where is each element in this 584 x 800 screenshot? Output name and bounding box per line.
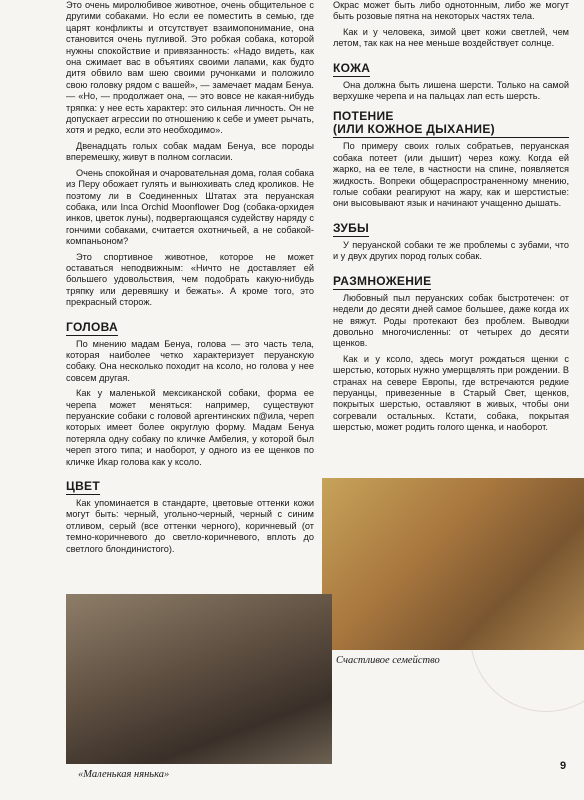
right-column [333,0,569,438]
intro-paragraph-2: Двенадцать голых собак мадам Бенуа, все породы вперемешку, живут в полном согласии. [66,140,314,163]
sweat-paragraph-1: По примеру своих голых собратьев, перуанская собака потеет (или дышит) через кожу. Когда ей жарко, на ее теле, в частности на спине, появляется жидкость. Вопреки общераспространенному мнению, голые собаки реагируют на жару, как и шерстистые: они высовывают язык и начинают учащенно дышать. [333,141,569,209]
section-heading-sweat [333,110,569,138]
head-paragraph-1: По мнению мадам Бенуа, голова — это часть тела, которая наиболее четко характеризует перуанскую собаку. Она несколько походит на ксоло, но голова у нее совсем другая. [66,338,314,383]
skin-paragraph-1: Она должна быть лишена шерсти. Только на самой верхушке черепа и на пальцах лап есть шерсть. [333,79,569,102]
section-heading-teeth: ЗУБЫ [333,220,370,235]
photo-little-nanny [66,594,332,764]
intro-paragraph-1: Это очень миролюбивое животное, очень общительное с другими собаками. Но если ее поместить в семью, где царят конфликты и отсутствует взаимопонимание, она становится очень пугливой. Это робкая собака, которой нужны спокойствие и привязанность: «Надо видеть, как она сжимает вас в объятиях своими лапами, как будто дитя обвило вам шею своими ручонками и положило свою головку рядом с вашей», — замечает мадам Бенуа. — «Но, — продолжает она, — это вовсе не какая-нибудь тряпка: у нее есть характер: это сильная личность. Он не допускает агрессии по отношению к себе и умеет рычать, хотя и редко, если это необходимо». [66,0,314,136]
photo-happy-family [322,478,584,650]
teeth-paragraph-1: У перуанской собаки те же проблемы с зубами, что и у двух других пород голых собак. [333,239,569,262]
head-paragraph-2: Как у маленькой мексиканской собаки, форма ее черепа может меняться: например, существуют перуанские собаки с головой аргентинских п@ила, череп которых имеет более округлую форму. Мадам Бенуа потеряла одну собаку по кличке Амбелия, у которой был череп этого типа; и наоборот, у одного из ее щенков по кличке Икар голова как у ксоло. [66,388,314,467]
color-paragraph-2: Как и у человека, зимой цвет кожи светлей, чем летом, так как на нее меньше воздействует солнце. [333,26,569,49]
breeding-paragraph-1: Любовный пыл перуанских собак быстротечен: от недели до десяти дней самое большее, даже когда их не вяжут. Роды протекают без проблем. Выводки довольно многочисленны: от четырех до десяти щенков. [333,292,569,349]
intro-paragraph-4: Это спортивное животное, которое не может оставаться неподвижным: «Ничто не доставляет ей большего удовольствия, чем подобрать какую-нибудь тряпку или деревяшку и бежать». А кроме того, это прекрасный сторож. [66,251,314,308]
caption-little-nanny: «Маленькая нянька» [78,769,170,780]
page-number: 9 [560,760,567,772]
sweat-heading-line-2: (ИЛИ КОЖНОЕ ДЫХАНИЕ) [333,122,495,137]
color-continuation: Окрас может быть либо однотонным, либо же могут быть розовые пятна на некоторых частях тела. [333,0,569,22]
sweat-heading-line-1: ПОТЕНИЕ [333,109,394,124]
intro-paragraph-3: Очень спокойная и очаровательная дома, голая собака из Перу обожает гулять и вынюхивать след кроликов. Не поэтому ли в Соединенных Штатах эта перуанская собака, или Inca Orchid Moonflower Dog (собака-орхидея инков, цветок луны), подвергающаяся судейству наряду с гончими собаками, считается охотничьей, а не собакой-компаньоном? [66,167,314,247]
breeding-paragraph-2: Как и у ксоло, здесь могут рождаться щенки с шерстью, которых нужно умерщвлять при рождении. В странах на севере Европы, где встречаются редкие перуанцы, привезенные в Старый Свет, щенков, покрытых шерстью, оставляют в живых, чтобы они согревали остальных. Кстати, собака, покрытая шерстью, может родить голого щенка, и наоборот. [333,353,569,433]
left-column [66,0,314,559]
caption-happy-family: Счастливое семейство [336,655,440,666]
section-heading-skin: КОЖА [333,60,371,75]
section-heading-breeding: РАЗМНОЖЕНИЕ [333,273,432,288]
section-heading-head: ГОЛОВА [66,319,118,334]
section-heading-color: ЦВЕТ [66,479,100,494]
color-paragraph-1: Как упоминается в стандарте, цветовые оттенки кожи могут быть: черный, угольно-черный, черный с синим отливом, серый (все оттенки черного), коричневый (от темно-коричневого до светло-коричневого, вплоть до светлого блондинистого). [66,498,314,554]
